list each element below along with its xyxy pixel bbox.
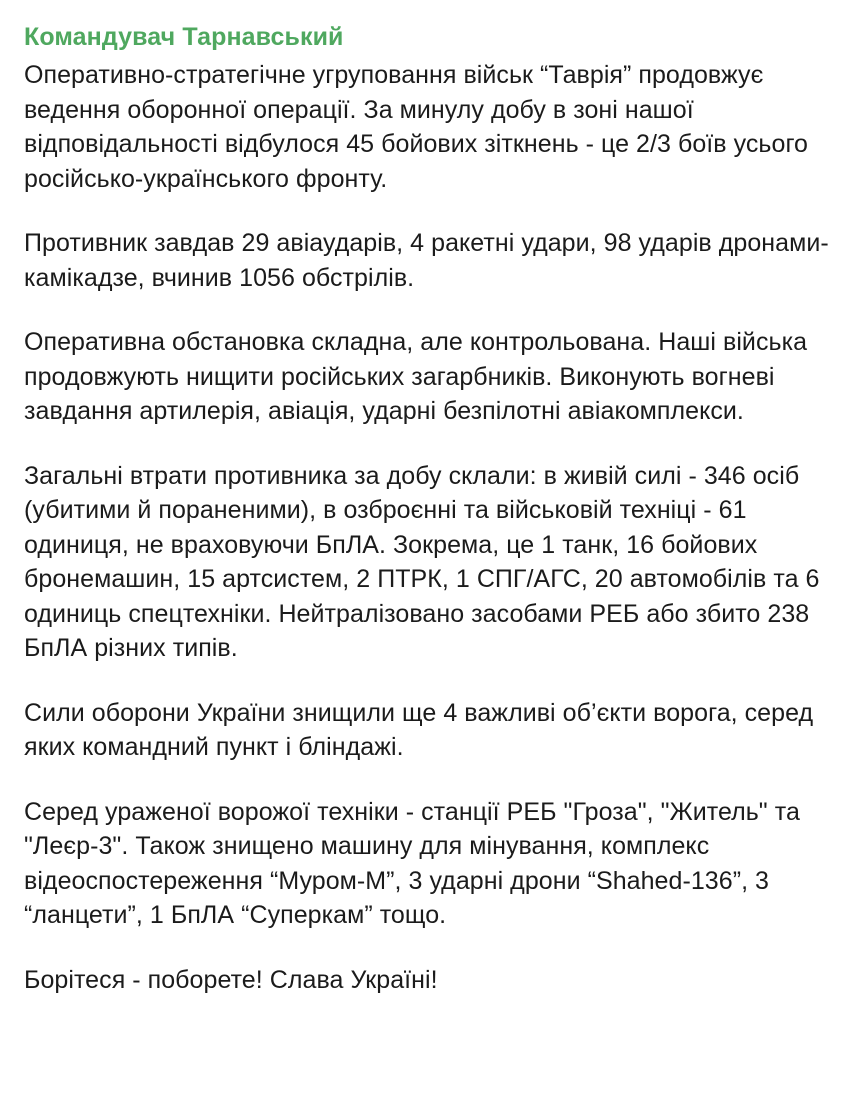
post-paragraph: Серед ураженої ворожої техніки - станції РЕБ "Гроза", "Житель" та "Леєр-3". Також знищено машину для мінування, комплекс відеоспостереження “Муром-М”, 3 ударні дрони “Shahed-136”, 3 “ланцети”, 1 БпЛА “Суперкам” тощо. [24, 797, 807, 929]
post-paragraph: Загальні втрати противника за добу склали: в живій силі - 346 осіб (убитими й пораненими), в озброєнні та військовій техніці - 61 одиниця, не враховуючи БпЛА. Зокрема, це 1 танк, 16 бойових бронемашин, 15 артсистем, 2 ПТРК, 1 СПГ/АГС, 20 автомобілів та 6 одиниць спецтехніки. Нейтралізовано засобами РЕБ або збито 238 БпЛА різних типів. [24, 461, 827, 662]
post-paragraph: Сили оборони України знищили ще 4 важливі об’єкти ворога, серед яких командний пункт і бліндажі. [24, 698, 821, 761]
post-paragraph: Противник завдав 29 авіаударів, 4 ракетні удари, 98 ударів дронами-камікадзе, вчинив 1056 обстрілів. [24, 229, 829, 292]
post-paragraph: Оперативна обстановка складна, але контрольована. Наші війська продовжують нищити російських загарбників. Виконують вогневі завдання артилерія, авіація, ударні безпілотні авіакомплекси. [24, 328, 815, 425]
post-paragraph: Борітеся - поборете! Слава Україні! [24, 965, 438, 994]
post-author-name: Командувач Тарнавський [24, 23, 344, 51]
post-body [24, 58, 832, 997]
post-paragraph: Оперативно-стратегічне угруповання військ “Таврія” продовжує ведення оборонної операції. За минулу добу в зоні нашої відповідальності відбулося 45 бойових зіткнень - це 2/3 боїв усього російсько-українського фронту. [24, 61, 816, 193]
